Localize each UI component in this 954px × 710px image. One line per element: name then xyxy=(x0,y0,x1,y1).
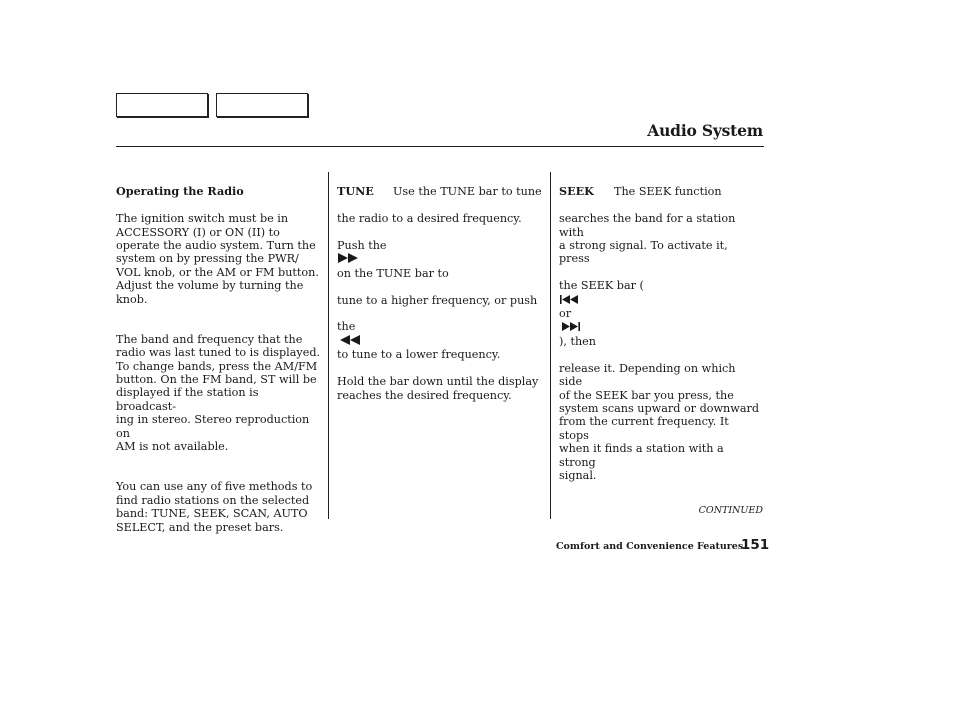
seek-bar-line xyxy=(559,279,759,348)
footer-section-title: Comfort and Convenience Features xyxy=(556,541,744,552)
tune-rest: Hold the bar down until the display reaches the desired frequency. xyxy=(337,375,539,402)
tune-push-prefix: Push the xyxy=(337,239,387,253)
seek-line-1 xyxy=(559,185,759,198)
column-tune xyxy=(337,172,547,415)
seek-bar-prefix: the SEEK bar ( xyxy=(559,279,644,293)
page-title: Audio System xyxy=(647,121,763,140)
tune-the-suffix: to tune to a lower frequency. xyxy=(337,348,501,362)
skip-back-icon xyxy=(559,294,581,307)
seek-bar-or: or xyxy=(559,307,572,321)
paragraph-methods: You can use any of five methods to find radio stations on the selected band: TUNE, SEEK, SCAN, AUTO SELECT, and the preset bars. xyxy=(116,480,313,534)
rewind-icon xyxy=(337,335,361,348)
column-seek xyxy=(559,172,759,496)
column-divider-1 xyxy=(328,172,329,519)
nav-tab-box-2[interactable] xyxy=(216,93,308,117)
seek-keyword: SEEK xyxy=(559,184,594,199)
tune-the-prefix: the xyxy=(337,320,356,334)
tune-text-1: Use the TUNE bar to tune xyxy=(393,185,542,199)
seek-rest: release it. Depending on which side of the SEEK bar you press, the system scans upward or downward from the current frequency. It stops when it finds a station with a strong signal. xyxy=(559,361,760,482)
tune-keyword: TUNE xyxy=(337,184,374,199)
continued-label: CONTINUED xyxy=(698,505,763,516)
tune-line-1 xyxy=(337,185,547,198)
seek-text-1: The SEEK function xyxy=(614,185,722,199)
tune-line-5 xyxy=(337,320,547,361)
column-operating-radio xyxy=(116,172,322,561)
fast-forward-icon xyxy=(337,253,361,266)
tune-line-4: tune to a higher frequency, or push xyxy=(337,293,538,307)
page-number: 151 xyxy=(741,537,770,553)
skip-forward-icon xyxy=(559,321,581,334)
tune-line-3 xyxy=(337,239,547,280)
column-divider-2 xyxy=(550,172,551,519)
section-heading: Operating the Radio xyxy=(116,184,244,199)
seek-bar-suffix: ), then xyxy=(559,334,597,348)
paragraph-band: The band and frequency that the radio was last tuned to is displayed. To change bands, press the AM/FM button. On the FM band, ST will be displayed if the station is broadcast- ing in stereo. Stereo reproduction on AM is not available. xyxy=(116,332,321,454)
seek-lines-before: searches the band for a station with a strong signal. To activate it, press xyxy=(559,212,736,266)
tune-push-suffix: on the TUNE bar to xyxy=(337,266,449,280)
tune-line-2: the radio to a desired frequency. xyxy=(337,212,522,226)
nav-tab-box-1[interactable] xyxy=(116,93,208,117)
header-rule xyxy=(116,146,764,147)
paragraph-ignition: The ignition switch must be in ACCESSORY (I) or ON (II) to operate the audio system. Turn the system on by pressing the PWR/ VOL knob, or the AM or FM button. Adjust the volume by turning the knob. xyxy=(116,212,319,306)
